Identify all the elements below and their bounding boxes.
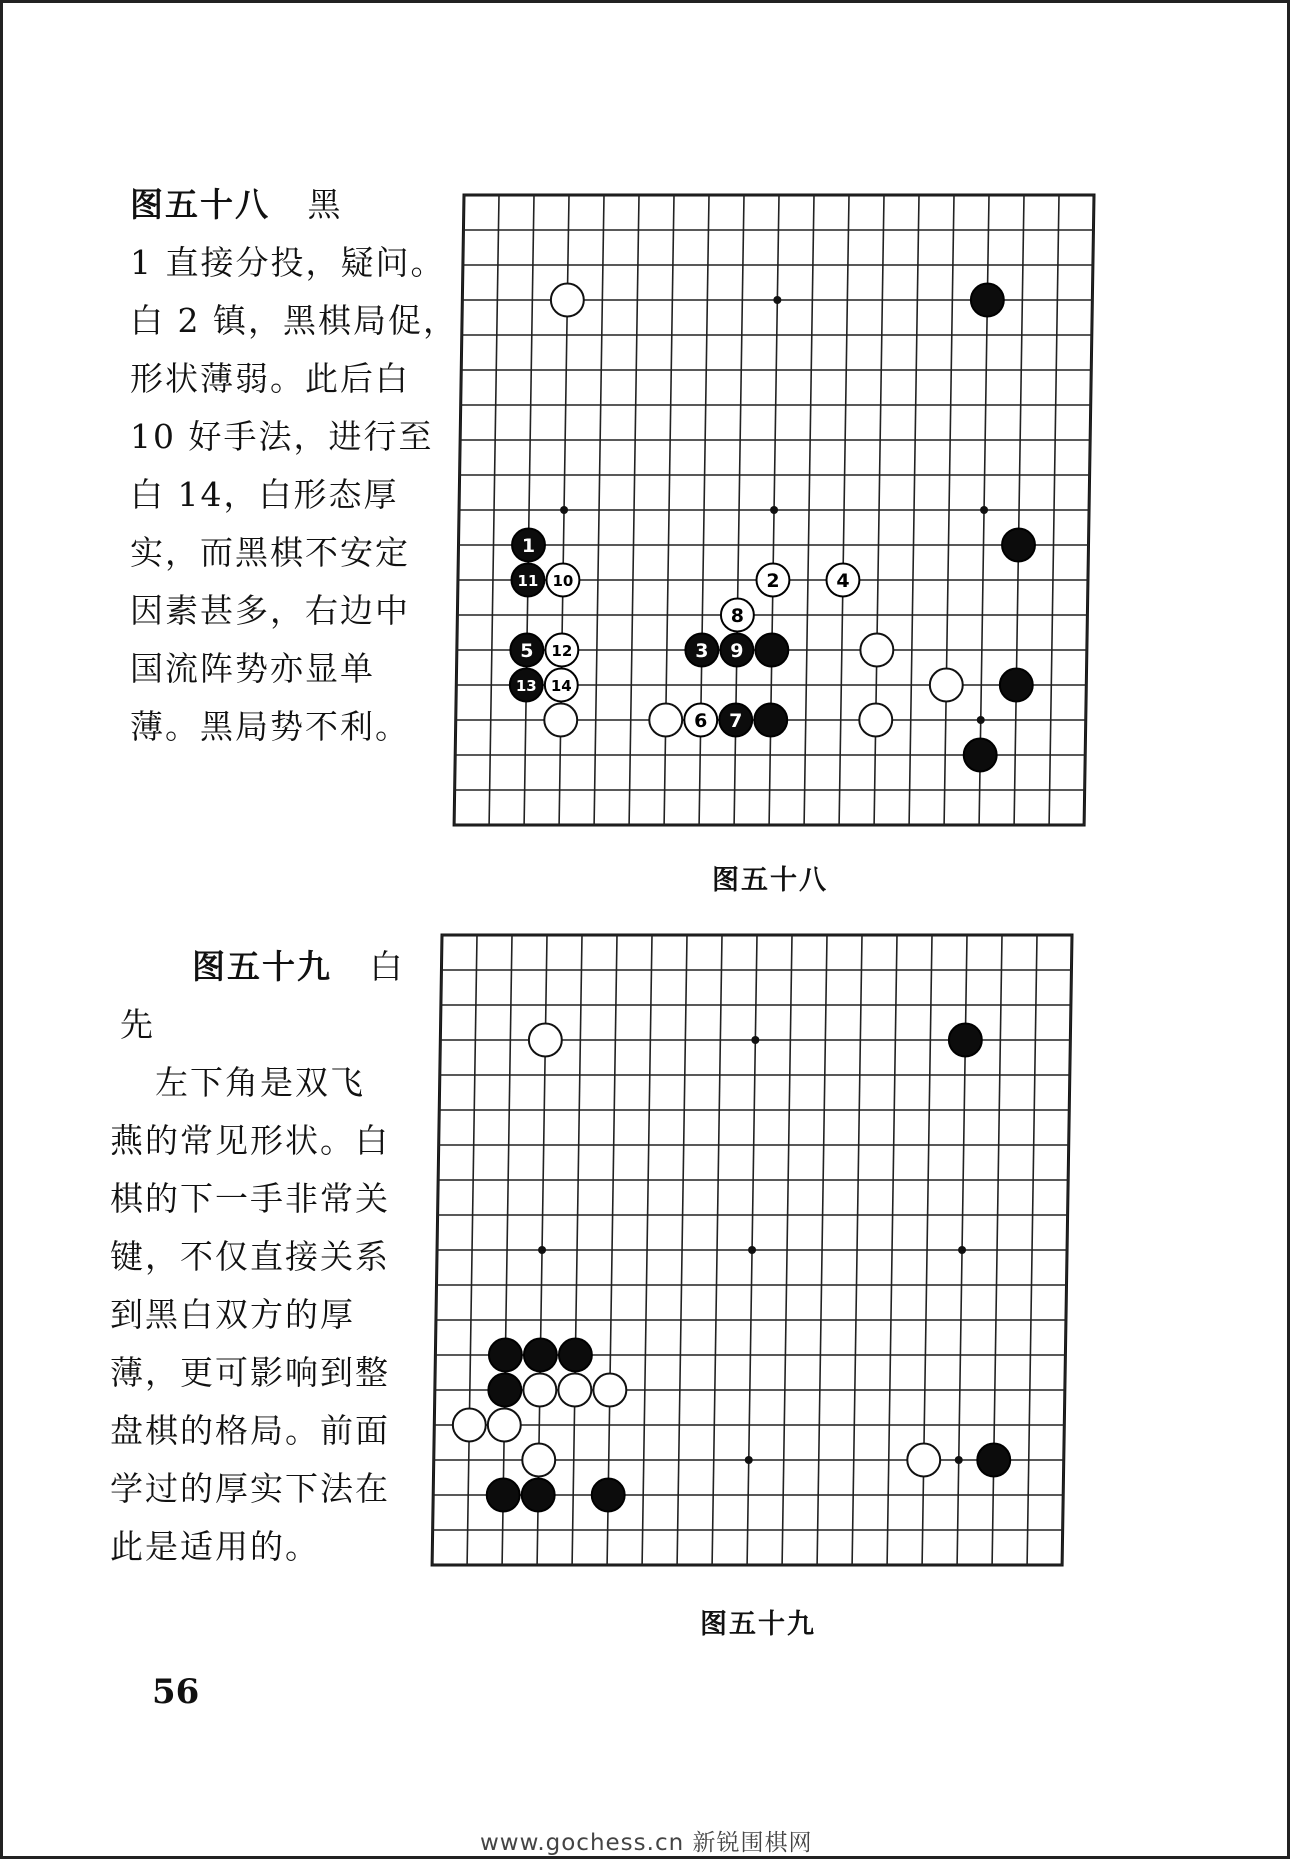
figure59-white-stone xyxy=(907,1444,940,1477)
figure58-line-6: 实，而黑棋不安定 xyxy=(130,533,410,572)
figure58-move-number-label: 14 xyxy=(550,677,572,695)
figure58-move-number-label: 6 xyxy=(694,710,708,732)
figure58-black-stone xyxy=(1000,669,1033,702)
figure59-line-7: 薄，更可影响到整 xyxy=(110,1353,390,1392)
figure58-move-number-label: 8 xyxy=(730,605,745,627)
figure58-black-stone xyxy=(964,739,997,772)
figure58-text xyxy=(130,176,458,756)
figure58-move-number-label: 1 xyxy=(521,535,536,557)
figure58-star-point xyxy=(770,506,778,514)
figure58-star-point xyxy=(977,716,985,724)
figure58-black-stone xyxy=(1002,529,1035,562)
figure59-black-stone xyxy=(522,1479,555,1512)
figure58-star-point xyxy=(980,506,988,514)
figure59-title-line xyxy=(110,938,420,996)
figure58-move-number-label: 7 xyxy=(729,710,743,732)
figure59-black-stone xyxy=(524,1339,557,1372)
figure59-white-stone xyxy=(453,1409,486,1442)
figure58-line-3: 形状薄弱。此后白 xyxy=(130,359,410,398)
figure59-star-point xyxy=(538,1246,546,1254)
figure59-text xyxy=(110,938,420,1576)
figure59-white-stone xyxy=(522,1444,555,1477)
figure58-white-stone xyxy=(860,634,893,667)
figure59-line-2: 左下角是双飞 xyxy=(120,1063,365,1102)
figure58-white-stone xyxy=(544,704,577,737)
figure59-line-5: 键，不仅直接关系 xyxy=(110,1237,390,1276)
page-footer: www.gochess.cn 新锐围棋网 xyxy=(480,1830,813,1856)
figure58-move-number-label: 2 xyxy=(766,570,780,592)
figure59-star-point xyxy=(748,1246,756,1254)
figure58-white-stone xyxy=(930,669,963,702)
figure58-line-8: 国流阵势亦显单 xyxy=(130,649,375,688)
figure58-line-2: 白 2 镇，黑棋局促， xyxy=(130,301,458,340)
figure59-title: 图五十九 xyxy=(192,947,332,986)
figure58-line-1: 1 直接分投，疑问。 xyxy=(130,243,446,282)
figure58-black-stone xyxy=(755,634,788,667)
figure58-title-line xyxy=(130,176,430,234)
figure58-title: 图五十八 xyxy=(130,185,270,224)
figure59-black-stone xyxy=(487,1479,520,1512)
figure59-line-10: 此是适用的。 xyxy=(110,1527,320,1566)
figure59-line-3: 燕的常见形状。白 xyxy=(110,1121,390,1160)
figure58-move-number-label: 13 xyxy=(515,677,537,695)
page-number: 56 xyxy=(152,1672,200,1712)
figure59-white-stone xyxy=(488,1409,521,1442)
figure58-move-number-label: 3 xyxy=(695,640,709,662)
figure58-move-number-label: 12 xyxy=(551,642,573,660)
figure59-line-8: 盘棋的格局。前面 xyxy=(110,1411,390,1450)
figure58-white-stone xyxy=(859,704,892,737)
figure59-caption: 图五十九 xyxy=(700,1609,816,1640)
figure59-star-point xyxy=(955,1456,963,1464)
figure59-white-stone xyxy=(529,1024,562,1057)
figure59-go-board xyxy=(430,930,1080,1570)
figure58-white-stone xyxy=(649,704,682,737)
figure58-line-4: 10 好手法，进行至 xyxy=(130,417,434,456)
figure58-star-point xyxy=(773,296,781,304)
figure59-white-stone xyxy=(523,1374,556,1407)
figure58-move-number-label: 4 xyxy=(836,570,850,592)
figure59-line-9: 学过的厚实下法在 xyxy=(110,1469,390,1508)
figure58-caption: 图五十八 xyxy=(712,865,828,896)
figure58-move-number-label: 10 xyxy=(552,572,574,590)
figure58-go-board xyxy=(452,190,1102,830)
figure59-black-stone xyxy=(489,1339,522,1372)
figure58-line-5: 白 14，白形态厚 xyxy=(130,475,399,514)
figure58-line-7: 因素甚多，右边中 xyxy=(130,591,410,630)
figure59-black-stone xyxy=(949,1024,982,1057)
figure59-line-1: 先 xyxy=(120,1005,155,1044)
figure59-star-point xyxy=(958,1246,966,1254)
figure58-line-9: 薄。黑局势不利。 xyxy=(130,707,410,746)
figure59-black-stone xyxy=(488,1374,521,1407)
figure59-star-point xyxy=(751,1036,759,1044)
figure58-move-number-label: 9 xyxy=(730,640,744,662)
figure59-white-stone xyxy=(593,1374,626,1407)
figure59-black-stone xyxy=(977,1444,1010,1477)
figure59-black-stone xyxy=(592,1479,625,1512)
figure58-move-number-label: 11 xyxy=(517,572,539,590)
figure59-black-stone xyxy=(559,1339,592,1372)
figure58-star-point xyxy=(560,506,568,514)
figure58-white-stone xyxy=(551,284,584,317)
figure59-lead: 白 xyxy=(369,947,405,986)
figure58-move-number-label: 5 xyxy=(520,640,534,662)
figure59-line-6: 到黑白双方的厚 xyxy=(110,1295,355,1334)
figure59-white-stone xyxy=(558,1374,591,1407)
figure58-black-stone xyxy=(754,704,787,737)
figure58-black-stone xyxy=(971,284,1004,317)
figure59-star-point xyxy=(745,1456,753,1464)
figure59-line-4: 棋的下一手非常关 xyxy=(110,1179,390,1218)
figure58-lead: 黑 xyxy=(307,185,343,224)
